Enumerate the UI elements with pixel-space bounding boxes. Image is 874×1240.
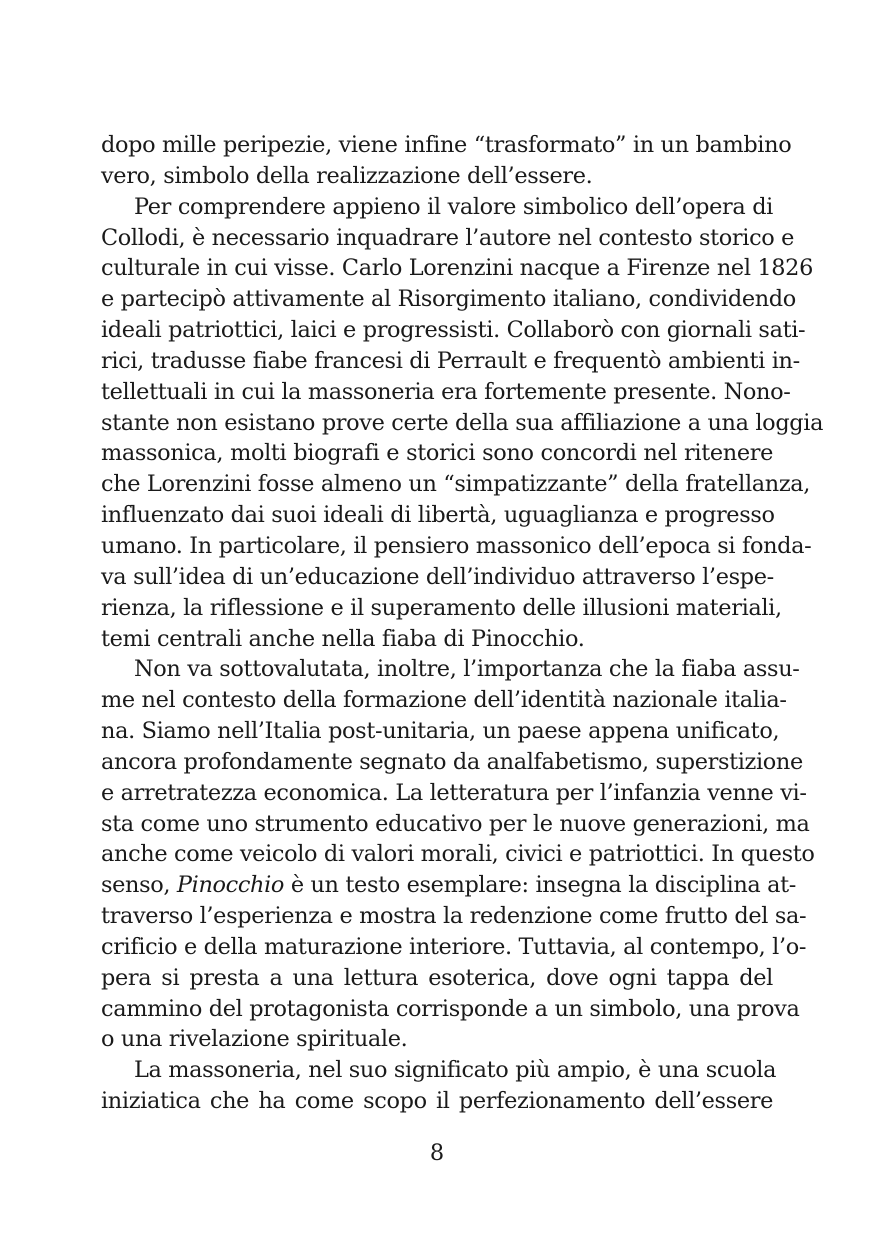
text-line: pera si presta a una lettura esoterica, dove ogni tappa del [101,964,773,991]
text-line: stante non esistano prove certe della sua affiliazione a una loggia [101,409,824,436]
text-line: La massoneria, nel suo significato più ampio, è una scuola [134,1057,777,1084]
text-line: ideali patriottici, laici e progressisti. Collaborò con giornali sati- [101,317,806,344]
text-line: che Lorenzini fosse almeno un “simpatizzante” della fratellanza, [101,471,811,498]
text-line: rienza, la riflessione e il superamento delle illusioni materiali, [101,594,782,621]
text-line: na. Siamo nell’Italia post-unitaria, un paese appena unificato, [101,718,780,745]
text-line: sta come uno strumento educativo per le nuove generazioni, ma [101,810,810,837]
text-line: vero, simbolo della realizzazione dell’essere. [101,162,593,189]
text-line: anche come veicolo di valori morali, civici e patriottici. In questo [101,841,815,868]
text-line: Per comprendere appieno il valore simbolico dell’opera di [134,193,773,220]
text-line: cammino del protagonista corrisponde a un simbolo, una prova [101,995,800,1022]
text-line: rici, tradusse fiabe francesi di Perrault e frequentò ambienti in- [101,347,800,374]
text-line: culturale in cui visse. Carlo Lorenzini nacque a Firenze nel 1826 [101,255,813,282]
text-line: o una rivelazione spirituale. [101,1026,408,1053]
book-title-italic: Pinocchio [176,872,285,899]
text-line: va sull’idea di un’educazione dell’individuo attraverso l’espe- [101,563,774,590]
text-line: tellettuali in cui la massoneria era fortemente presente. Nono- [101,378,791,405]
text-line: iniziatica che ha come scopo il perfezionamento dell’essere [101,1088,773,1115]
text-segment: senso, [101,872,177,899]
text-line: traverso l’esperienza e mostra la redenzione come frutto del sa- [101,903,807,930]
text-line-with-italic [101,870,797,901]
text-line: me nel contesto della formazione dell’identità nazionale italia- [101,687,787,714]
text-line: dopo mille peripezie, viene infine “trasformato” in un bambino [101,132,792,158]
text-line: massonica, molti biografi e storici sono concordi nel ritenere [101,440,773,467]
text-line: Collodi, è necessario inquadrare l’autore nel contesto storico e [101,224,795,251]
text-line: umano. In particolare, il pensiero massonico dell’epoca si fonda- [101,532,812,559]
text-line: e arretratezza economica. La letteratura per l’infanzia venne vi- [101,779,807,806]
text-line: Non va sottovalutata, inoltre, l’importanza che la fiaba assu- [134,656,800,683]
text-line: ancora profondamente segnato da analfabetismo, superstizione [101,748,803,775]
text-line: e partecipò attivamente al Risorgimento italiano, condividendo [101,286,796,313]
text-line: crificio e della maturazione interiore. Tuttavia, al contempo, l’o- [101,933,807,960]
text-line: influenzato dai suoi ideali di libertà, uguaglianza e progresso [101,502,775,529]
page-number: 8 [429,1140,445,1166]
body-text [101,130,824,1117]
text-line: temi centrali anche nella fiaba di Pinocchio. [101,625,585,652]
text-segment: è un testo esemplare: insegna la disciplina at- [284,872,797,899]
